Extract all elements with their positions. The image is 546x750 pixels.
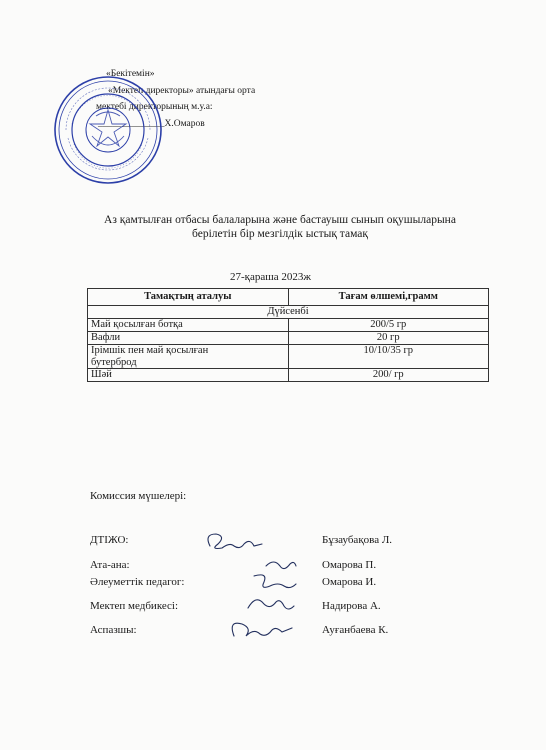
- document-title: [60, 214, 500, 242]
- header-dish-name: Тамақтың аталуы: [88, 289, 289, 306]
- member-role: Мектеп медбикесі:: [90, 600, 179, 612]
- approval-signature-line: ______________Х.Омаров: [98, 118, 205, 129]
- table-header-row: [88, 289, 489, 306]
- school-seal-stamp: [52, 74, 164, 186]
- approval-heading: «Бекітемін»: [106, 69, 155, 79]
- dish-amount: 200/5 гр: [288, 319, 489, 332]
- member-name: Бұзаубақова Л.: [322, 534, 393, 546]
- table-row: [88, 332, 489, 345]
- header-portion-size: Тағам өлшемі,грамм: [288, 289, 489, 306]
- approval-school-line: «Мектеп директоры» атындағы орта: [108, 85, 256, 96]
- approval-director-line: мектебі директорының м.у.а:: [96, 102, 213, 112]
- signature-parent: [266, 562, 296, 569]
- dish-amount: 200/ гр: [288, 369, 489, 382]
- dish-name: Ірімшік пен май қосылған бутерброд: [88, 345, 289, 369]
- dish-name: Вафли: [88, 332, 289, 345]
- signature-cook: [232, 623, 292, 636]
- commission-heading: Комиссия мүшелері:: [90, 490, 187, 502]
- member-role: Ата-ана:: [90, 559, 130, 571]
- signature-social-pedagogue: [254, 575, 296, 588]
- table-row: [88, 369, 489, 382]
- member-role: ДТІЖО:: [90, 534, 129, 546]
- title-line-2: берілетін бір мезгілдік ыстық тамақ: [192, 227, 368, 240]
- signature-dtizho: [208, 534, 262, 549]
- table-row: [88, 319, 489, 332]
- member-role: Аспазшы:: [90, 624, 137, 636]
- member-role: Әлеуметтік педагог:: [90, 576, 185, 588]
- dish-amount: 20 гр: [288, 332, 489, 345]
- member-name: Омарова И.: [322, 576, 377, 588]
- signature-scribbles: [196, 528, 306, 648]
- title-line-1: Аз қамтылған отбасы балаларына және бастауыш сынып оқушыларына: [104, 214, 456, 226]
- member-name: Надирова А.: [322, 600, 381, 612]
- member-name: Ауғанбаева К.: [322, 624, 389, 636]
- day-row: [88, 306, 489, 319]
- menu-table: [87, 288, 489, 382]
- table-row: [88, 345, 489, 369]
- dish-amount: 10/10/35 гр: [288, 345, 489, 369]
- signature-nurse: [248, 600, 294, 609]
- day-label: Дүйсенбі: [88, 306, 489, 319]
- dish-name: Май қосылған ботқа: [88, 319, 289, 332]
- dish-name: Шәй: [88, 369, 289, 382]
- document-date: 27-қараша 2023ж: [230, 271, 311, 283]
- member-name: Омарова П.: [322, 559, 377, 571]
